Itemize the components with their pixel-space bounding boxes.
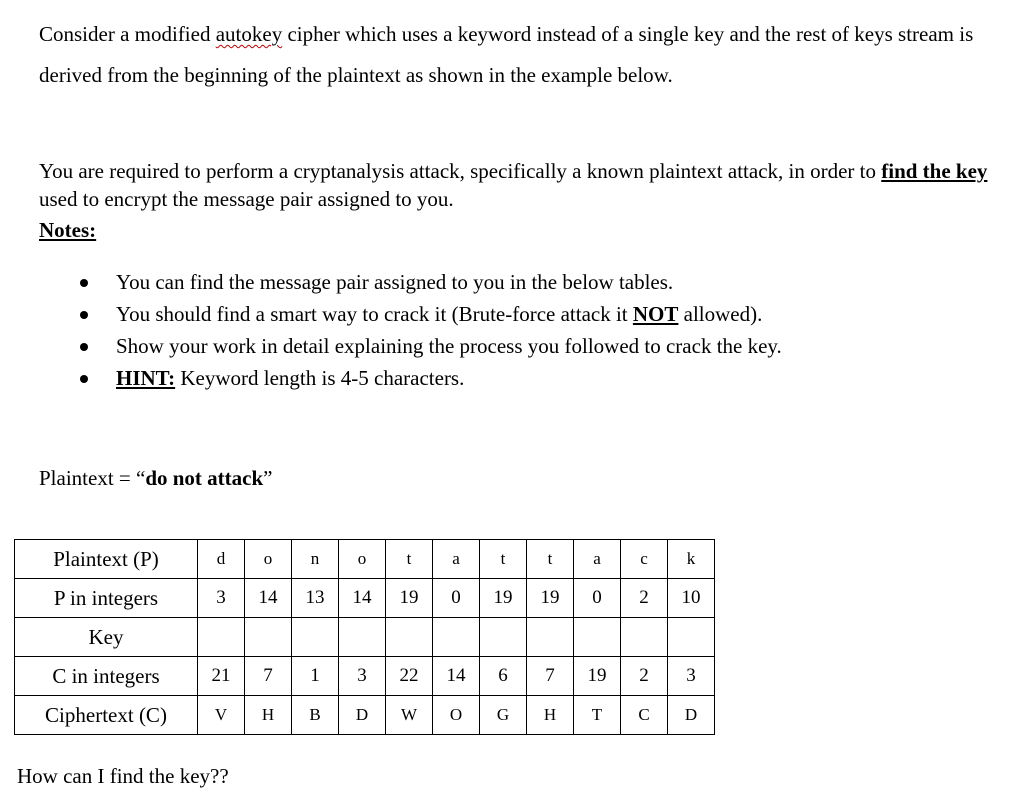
bullet-dot-icon [80, 311, 88, 319]
table-cell: 3 [668, 657, 715, 696]
table-row [15, 657, 715, 696]
table-cell [292, 618, 339, 657]
question-text: How can I find the key?? [17, 764, 229, 788]
note-item-2 [76, 298, 782, 330]
table-cell: t [480, 540, 527, 579]
table-cell: 7 [245, 657, 292, 696]
table-cell: 3 [198, 579, 245, 618]
notes-heading: Notes: [39, 218, 97, 242]
row-label: Plaintext (P) [15, 540, 198, 579]
table-cell: d [198, 540, 245, 579]
table-row [15, 540, 715, 579]
row-label: C in integers [15, 657, 198, 696]
row-label: P in integers [15, 579, 198, 618]
table-cell: o [245, 540, 292, 579]
intro-paragraph [39, 14, 989, 96]
table-cell: 13 [292, 579, 339, 618]
find-the-key-emphasis: find the key [881, 159, 988, 183]
table-cell [574, 618, 621, 657]
notes-list [76, 266, 782, 394]
table-cell [245, 618, 292, 657]
task-text-after: used to encrypt the message pair assigned to you. [39, 187, 454, 211]
table-cell: 14 [339, 579, 386, 618]
table-cell [339, 618, 386, 657]
table-row [15, 618, 715, 657]
bullet-dot-icon [80, 375, 88, 383]
table-cell: 1 [292, 657, 339, 696]
row-label: Ciphertext (C) [15, 696, 198, 735]
note-item-3 [76, 330, 782, 362]
hint-label: HINT: [116, 366, 176, 390]
table-cell: 14 [245, 579, 292, 618]
table-cell: 22 [386, 657, 433, 696]
table-cell: D [668, 696, 715, 735]
table-cell: t [527, 540, 574, 579]
table-cell [386, 618, 433, 657]
plaintext-close-quote: ” [263, 466, 273, 490]
row-label: Key [15, 618, 198, 657]
table-row [15, 696, 715, 735]
table-cell [527, 618, 574, 657]
table-cell: k [668, 540, 715, 579]
table-cell [198, 618, 245, 657]
intro-text-after: cipher which uses a keyword instead of a single key and the rest of keys stream is derived from the beginning of the plaintext as shown in the example below. [39, 22, 974, 87]
table-cell: T [574, 696, 621, 735]
table-cell: a [433, 540, 480, 579]
note-text: You should find a smart way to crack it (Brute-force attack it [116, 302, 633, 326]
table-cell: 2 [621, 579, 668, 618]
table-cell: 0 [433, 579, 480, 618]
table-cell: 21 [198, 657, 245, 696]
table-cell [621, 618, 668, 657]
table-cell: W [386, 696, 433, 735]
table-cell: 2 [621, 657, 668, 696]
table-cell: 3 [339, 657, 386, 696]
table-cell: 6 [480, 657, 527, 696]
table-cell: 7 [527, 657, 574, 696]
table-cell: C [621, 696, 668, 735]
autokey-word: autokey [215, 22, 283, 46]
table-cell: G [480, 696, 527, 735]
table-cell: D [339, 696, 386, 735]
note-text: allowed). [678, 302, 763, 326]
plaintext-line [39, 466, 273, 491]
plaintext-value: do not attack [145, 466, 264, 490]
table-cell: 19 [480, 579, 527, 618]
table-cell: H [527, 696, 574, 735]
task-text-before: You are required to perform a cryptanalysis attack, specifically a known plaintext attack, in order to [39, 159, 882, 183]
cipher-table [14, 539, 715, 735]
bullet-dot-icon [80, 343, 88, 351]
table-cell: H [245, 696, 292, 735]
plaintext-label: Plaintext = “ [39, 466, 146, 490]
table-cell: 19 [574, 657, 621, 696]
bullet-dot-icon [80, 279, 88, 287]
note-text: Keyword length is 4-5 characters. [175, 366, 465, 390]
table-cell: 0 [574, 579, 621, 618]
table-cell: 10 [668, 579, 715, 618]
table-cell: 14 [433, 657, 480, 696]
intro-text-before: Consider a modified [39, 22, 216, 46]
table-cell: O [433, 696, 480, 735]
table-cell: o [339, 540, 386, 579]
table-cell: 19 [386, 579, 433, 618]
note-text: You can find the message pair assigned to you in the below tables. [116, 270, 674, 294]
not-emphasis: NOT [632, 302, 679, 326]
note-item-1 [76, 266, 782, 298]
table-cell [668, 618, 715, 657]
table-cell: B [292, 696, 339, 735]
table-cell: t [386, 540, 433, 579]
note-text: Show your work in detail explaining the process you followed to crack the key. [116, 334, 782, 358]
table-cell [480, 618, 527, 657]
table-cell: V [198, 696, 245, 735]
table-row [15, 579, 715, 618]
note-item-4 [76, 362, 782, 394]
table-cell: n [292, 540, 339, 579]
table-cell: c [621, 540, 668, 579]
table-cell: 19 [527, 579, 574, 618]
table-cell: a [574, 540, 621, 579]
table-cell [433, 618, 480, 657]
task-paragraph [39, 157, 999, 213]
